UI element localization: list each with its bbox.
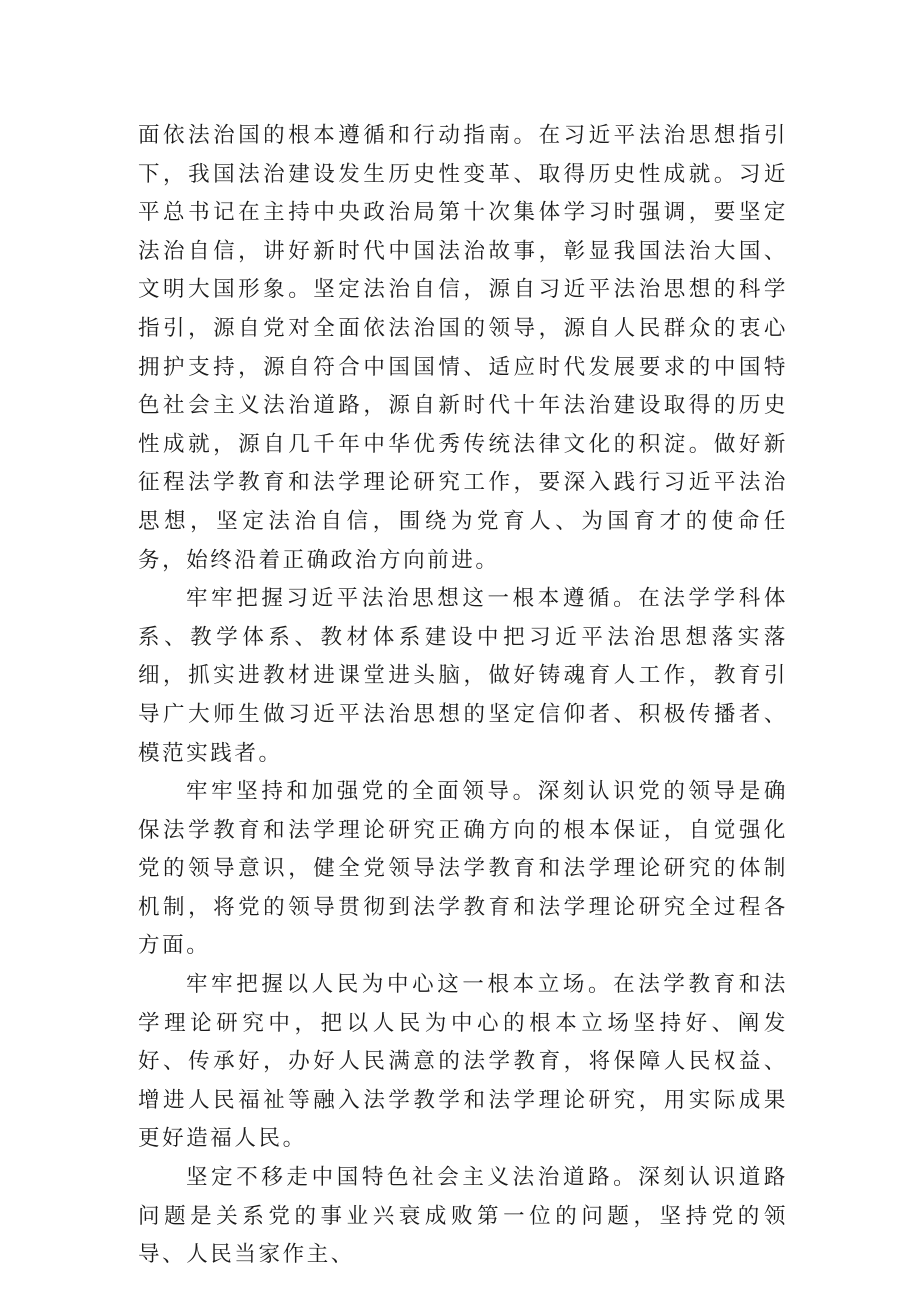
paragraph-party-leadership: 牢牢坚持和加强党的全面领导。深刻认识党的领导是确保法学教育和法学理论研究正确方向的根本保证，自觉强化党的领导意识，健全党领导法学教育和法学理论研究的体制机制，将党的领导贯彻到法学教育和法学理论研究全过程各方面。 xyxy=(138,779,788,959)
paragraph-rule-of-law-path: 坚定不移走中国特色社会主义法治道路。深刻认识道路问题是关系党的事业兴衰成败第一位的问题，坚持党的领导、人民当家作主、 xyxy=(138,1165,788,1268)
paragraph-thought-guidance: 牢牢把握习近平法治思想这一根本遵循。在法学学科体系、教学体系、教材体系建设中把习近平法治思想落实落细，抓实进教材进课堂进头脑，做好铸魂育人工作，教育引导广大师生做习近平法治思想的坚定信仰者、积极传播者、模范实践者。 xyxy=(138,586,788,766)
document-body xyxy=(138,117,788,1275)
paragraph-continued: 面依法治国的根本遵循和行动指南。在习近平法治思想指引下，我国法治建设发生历史性变革、取得历史性成就。习近平总书记在主持中央政治局第十次集体学习时强调，要坚定法治自信，讲好新时代中国法治故事，彰显我国法治大国、文明大国形象。坚定法治自信，源自习近平法治思想的科学指引，源自党对全面依法治国的领导，源自人民群众的衷心拥护支持，源自符合中国国情、适应时代发展要求的中国特色社会主义法治道路，源自新时代十年法治建设取得的历史性成就，源自几千年中华优秀传统法律文化的积淀。做好新征程法学教育和法学理论研究工作，要深入践行习近平法治思想，坚定法治自信，围绕为党育人、为国育才的使命任务，始终沿着正确政治方向前进。 xyxy=(138,123,788,573)
paragraph-people-centered: 牢牢把握以人民为中心这一根本立场。在法学教育和法学理论研究中，把以人民为中心的根本立场坚持好、阐发好、传承好，办好人民满意的法学教育，将保障人民权益、增进人民福祉等融入法学教学和法学理论研究，用实际成果更好造福人民。 xyxy=(138,972,788,1152)
